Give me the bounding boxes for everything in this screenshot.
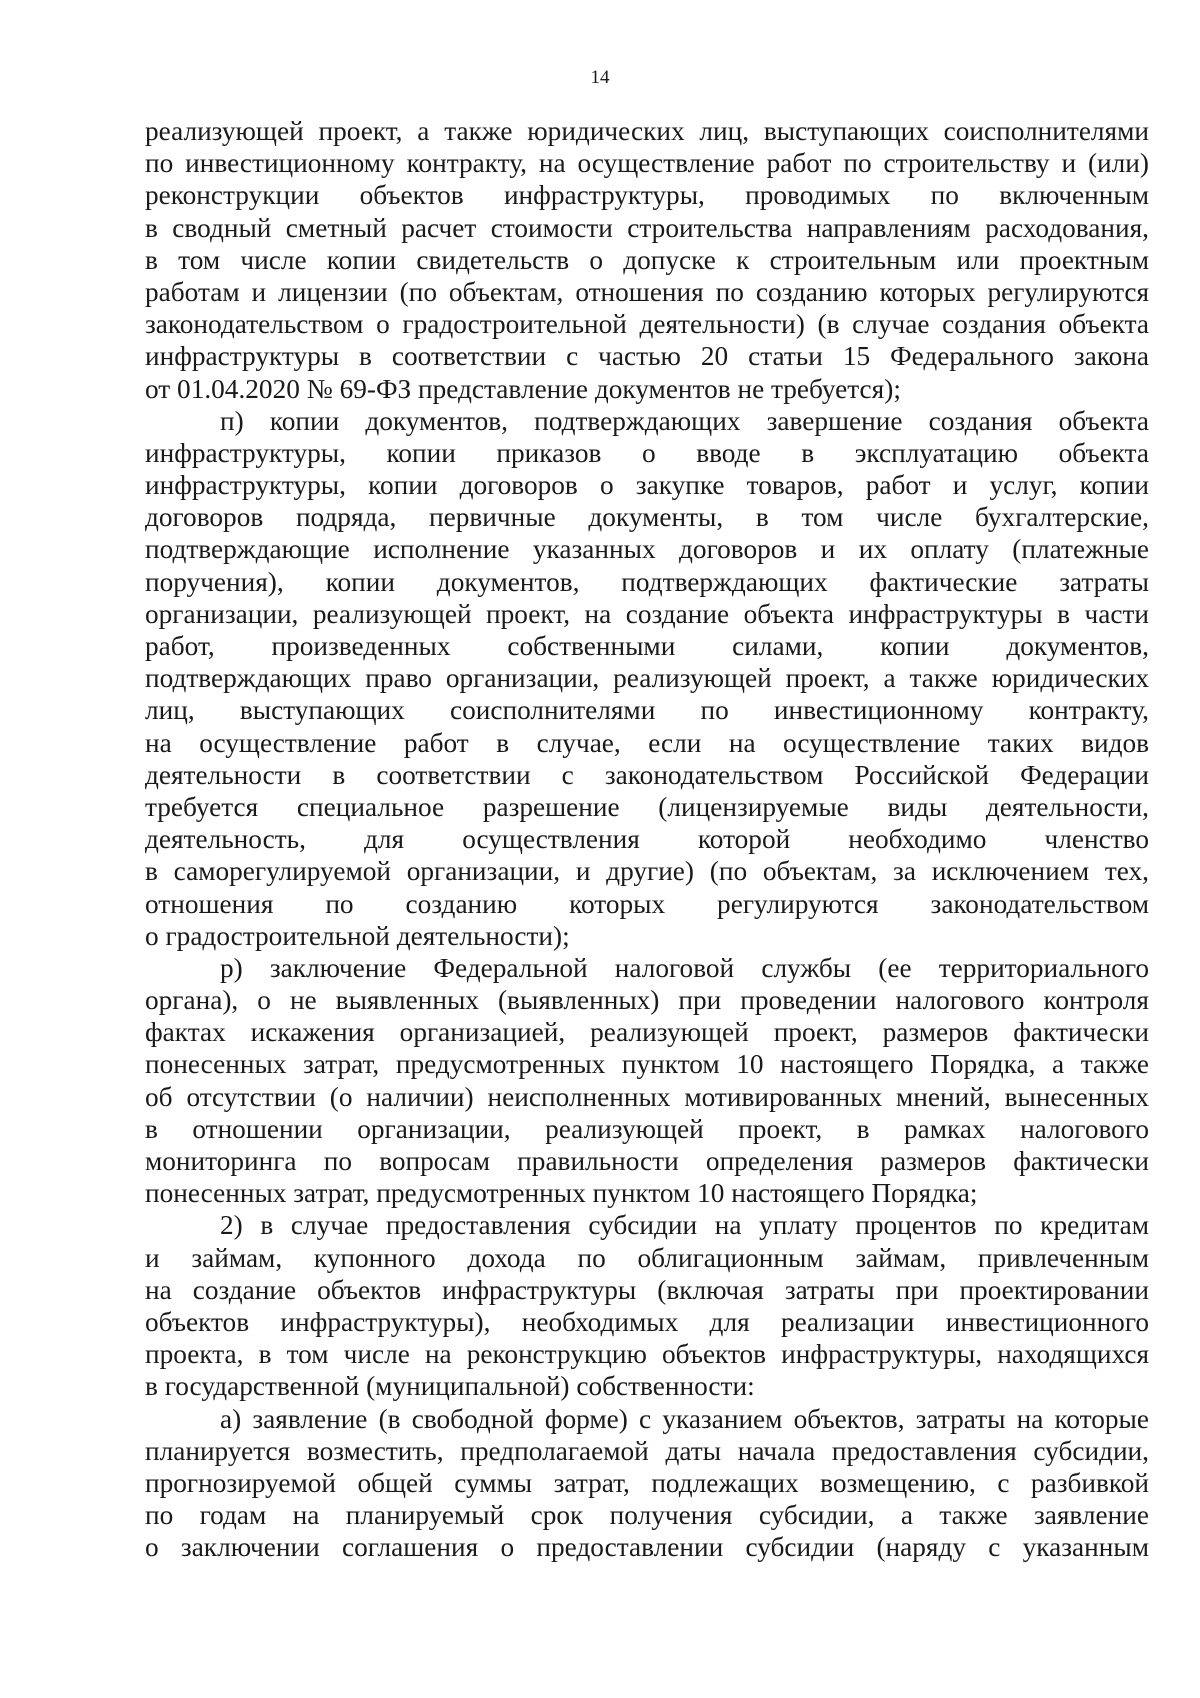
text-line: а) заявление (в свободной форме) с указанием объектов, затраты на которые [220,1403,1149,1434]
text-line: организации, реализующей проект, на создание объекта инфраструктуры в части [145,598,1149,629]
text-line: в саморегулируемой организации, и другие) (по объектам, за исключением тех, [145,856,1149,887]
text-line: законодательством о градостроительной деятельности) (в случае создания объекта [145,309,1149,340]
paragraph [145,115,1149,405]
text-line: договоров подряда, первичные документы, в том числе бухгалтерские, [145,502,1149,533]
text-line: об отсутствии (о наличии) неисполненных мотивированных мнений, вынесенных [145,1081,1149,1112]
text-line: в государственной (муниципальной) собственности: [145,1371,755,1402]
text-line: в сводный сметный расчет стоимости строительства направлениям расходования, [145,212,1149,243]
text-line: инфраструктуры, копии приказов о вводе в эксплуатацию объекта [145,437,1149,468]
text-line: 2) в случае предоставления субсидии на уплату процентов по кредитам [220,1210,1149,1241]
text-line: по инвестиционному контракту, на осуществление работ по строительству и (или) [145,148,1149,179]
text-line: планируется возместить, предполагаемой даты начала предоставления субсидии, [145,1435,1149,1466]
text-line: инфраструктуры, копии договоров о закупке товаров, работ и услуг, копии [145,470,1149,501]
text-line: понесенных затрат, предусмотренных пунктом 10 настоящего Порядка; [145,1178,978,1209]
text-line: подтверждающие исполнение указанных договоров и их оплату (платежные [145,534,1149,565]
text-line: проекта, в том числе на реконструкцию объектов инфраструктуры, находящихся [145,1339,1149,1370]
text-line: от 01.04.2020 № 69-ФЗ представление документов не требуется); [145,373,901,404]
text-line: органа), о не выявленных (выявленных) при проведении налогового контроля [145,985,1149,1016]
text-line: поручения), копии документов, подтверждающих фактические затраты [145,566,1149,597]
text-line: объектов инфраструктуры), необходимых для реализации инвестиционного [145,1306,1149,1337]
paragraph-item-a [145,1403,1149,1564]
text-line: о градостроительной деятельности); [145,920,570,951]
text-line: понесенных затрат, предусмотренных пунктом 10 настоящего Порядка, а также [145,1049,1149,1080]
text-line: в отношении организации, реализующей проект, в рамках налогового [145,1113,1149,1144]
text-line: деятельности в соответствии с законодательством Российской Федерации [145,759,1149,790]
paragraph-item-p [145,405,1149,952]
text-line: фактах искажения организацией, реализующей проект, размеров фактически [145,1017,1149,1048]
text-line: п) копии документов, подтверждающих завершение создания объекта [220,405,1149,436]
text-line: реализующей проект, а также юридических лиц, выступающих соисполнителями [145,116,1149,146]
text-line: прогнозируемой общей суммы затрат, подлежащих возмещению, с разбивкой [145,1467,1149,1498]
text-line: и займам, купонного дохода по облигационным займам, привлеченным [145,1242,1149,1273]
paragraph-item-r [145,952,1149,1210]
text-line: лиц, выступающих соисполнителями по инвестиционному контракту, [145,695,1149,726]
text-line: реконструкции объектов инфраструктуры, проводимых по включенным [145,180,1149,211]
text-line: отношения по созданию которых регулируются законодательством [145,888,1149,919]
text-line: на осуществление работ в случае, если на осуществление таких видов [145,727,1149,758]
page-number: 14 [590,67,610,88]
text-line: мониторинга по вопросам правильности определения размеров фактически [145,1146,1149,1176]
text-line: требуется специальное разрешение (лицензируемые виды деятельности, [145,791,1149,822]
paragraph-item-2 [145,1209,1149,1402]
text-line: работам и лицензии (по объектам, отношения по созданию которых регулируются [145,276,1149,307]
text-line: деятельность, для осуществления которой необходимо членство [145,824,1149,855]
text-line: по годам на планируемый срок получения субсидии, а также заявление [145,1500,1149,1531]
text-line: инфраструктуры в соответствии с частью 20 статьи 15 Федерального закона [145,341,1149,372]
text-line: в том числе копии свидетельств о допуске к строительным или проектным [145,244,1149,275]
text-line: на создание объектов инфраструктуры (включая затраты при проектировании [145,1274,1149,1305]
text-line: работ, произведенных собственными силами, копии документов, [145,631,1149,661]
text-line: подтверждающих право организации, реализующей проект, а также юридических [145,663,1149,694]
document-body [145,115,1149,1563]
text-line: р) заключение Федеральной налоговой службы (ее территориального [220,952,1149,983]
text-line: о заключении соглашения о предоставлении субсидии (наряду с указанным [145,1532,1149,1563]
